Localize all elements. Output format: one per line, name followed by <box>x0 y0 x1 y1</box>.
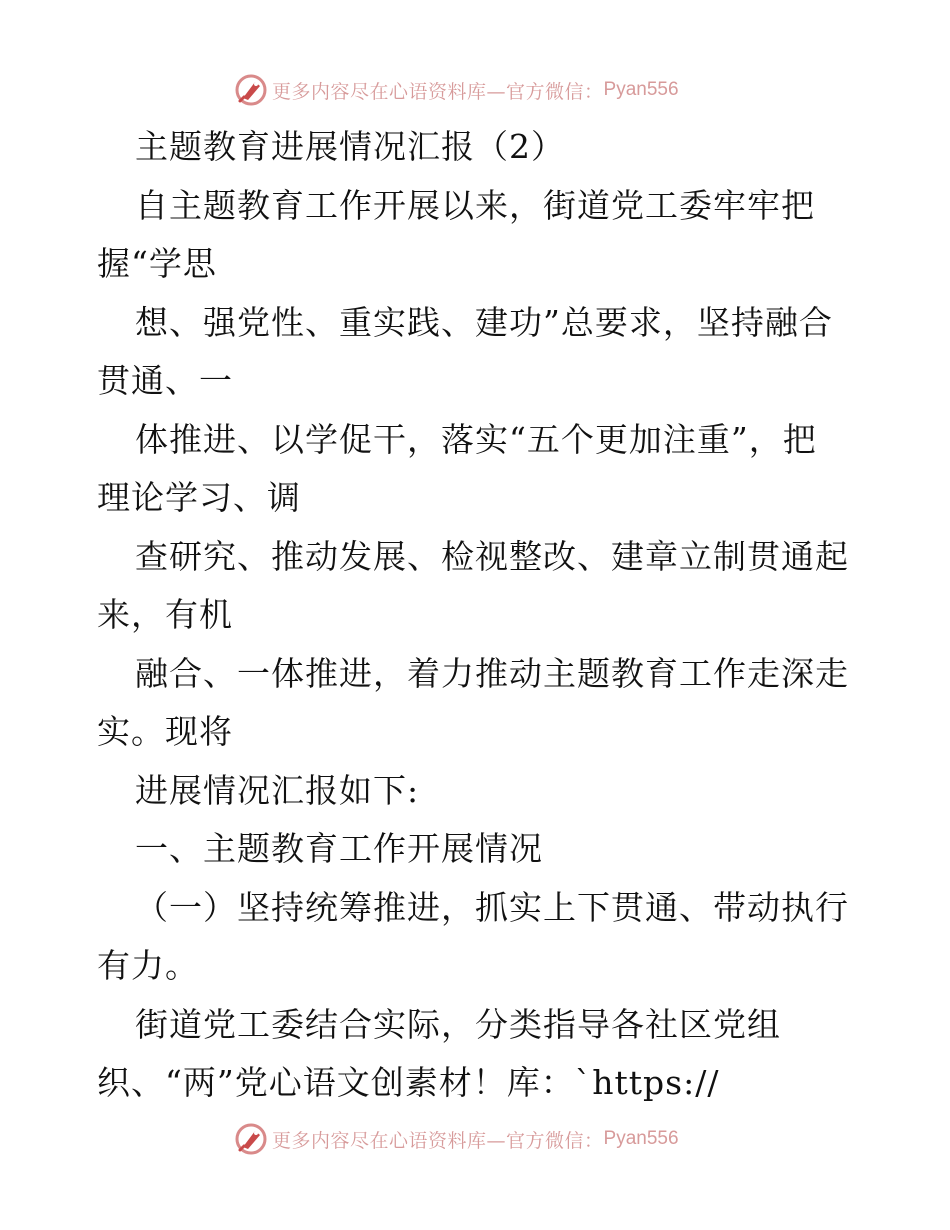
paragraph-line: 实。现将 <box>97 712 233 751</box>
subsection-heading: （一）坚持统筹推进，抓实上下贯通、带动执行 <box>135 887 849 927</box>
paragraph-line: 进展情况汇报如下: <box>135 770 420 810</box>
paragraph-line: 织、“两”党心语文创素材！库：`https:// <box>97 1063 720 1102</box>
paragraph-line: 想、强党性、重实践、建功”总要求，坚持融合 <box>135 302 833 342</box>
paragraph-line: 查研究、推动发展、检视整改、建章立制贯通起 <box>135 536 849 576</box>
paragraph-line: 来，有机 <box>97 595 233 634</box>
watermark-footer <box>234 1119 714 1159</box>
paragraph-line: 体推进、以学促干，落实“五个更加注重”，把 <box>135 419 817 459</box>
paragraph-line: 有力。 <box>97 946 199 985</box>
document-body <box>97 118 857 1113</box>
paragraph-line: 融合、一体推进，着力推动主题教育工作走深走 <box>135 653 849 693</box>
watermark-text: 更多内容尽在心语资料库—官方微信： <box>272 1129 604 1152</box>
paragraph-line: 贯通、一 <box>97 361 233 400</box>
paragraph-line: 街道党工委结合实际，分类指导各社区党组 <box>135 1004 781 1044</box>
watermark-text: 更多内容尽在心语资料库—官方微信： <box>272 80 604 103</box>
watermark-wechat-id: Pyan556 <box>603 79 679 100</box>
pen-nib-logo-icon <box>234 1122 268 1156</box>
watermark-wechat-id: Pyan556 <box>603 1128 679 1149</box>
paragraph-line: 握“学思 <box>97 244 217 283</box>
watermark-header <box>234 70 714 110</box>
document-title: 主题教育进展情况汇报（2） <box>135 127 565 166</box>
paragraph-line: 自主题教育工作开展以来，街道党工委牢牢把 <box>135 185 815 225</box>
paragraph-line: 理论学习、调 <box>97 478 301 517</box>
section-heading: 一、主题教育工作开展情况 <box>135 829 543 868</box>
pen-nib-logo-icon <box>234 73 268 107</box>
